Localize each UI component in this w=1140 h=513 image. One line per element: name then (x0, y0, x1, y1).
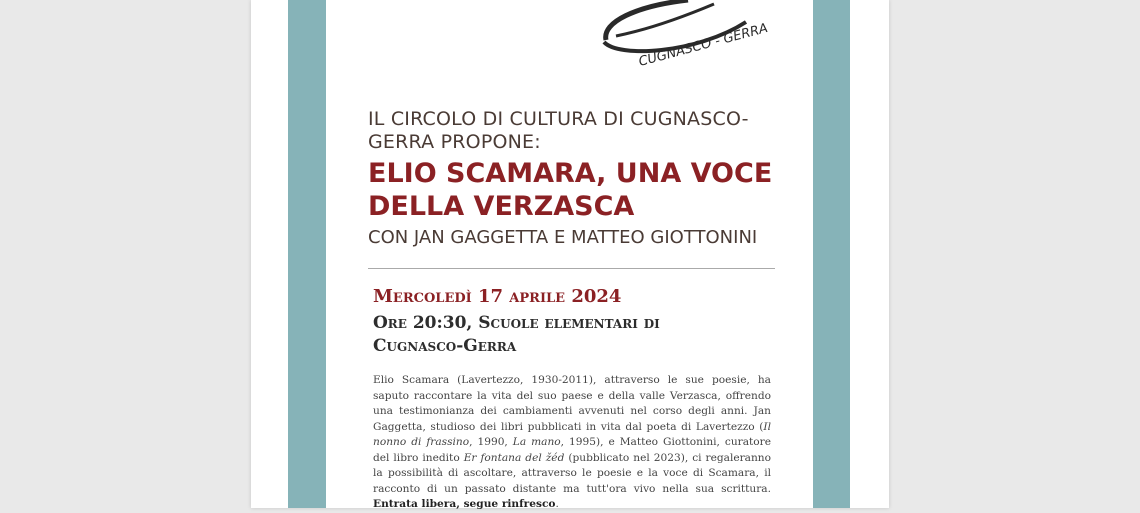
event-title: ELIO SCAMARA, UNA VOCE DELLA VERZASCA (368, 158, 773, 222)
circolo-logo (596, 0, 788, 72)
description-text: Elio Scamara (Lavertezzo, 1930-2011), attraverso le sue poesie, ha saputo raccontare la vita del suo paese e della valle Verzasca, offrendo una testimonianza dei cambiamenti avvenuti nel corso degli anni. Jan Gaggetta, studioso dei libri pubblicati in vita dal poeta di Lavertezzo ( (373, 374, 771, 433)
event-description (373, 373, 771, 513)
description-end: . (555, 498, 559, 510)
logo-text: CUGNASCO - GERRA (637, 20, 770, 70)
event-place: Ore 20:30, Scuole elementari di Cugnasco-Gerra (373, 313, 660, 356)
book-title: Il nonno di frassino (373, 420, 771, 448)
divider (368, 268, 775, 269)
description-text: , 1990, (469, 436, 513, 448)
book-title: Er fontana del žéd (463, 451, 565, 464)
event-date: Mercoledì 17 aprile 2024 (373, 286, 622, 307)
event-subtitle: CON JAN GAGGETTA E MATTEO GIOTTONINI (368, 227, 758, 248)
description-text: , 1995), e Matteo Giottonini, curatore del libro inedito (373, 436, 771, 464)
intro-text: IL CIRCOLO DI CULTURA DI CUGNASCO-GERRA PROPONE: (368, 108, 749, 153)
closing-note: Entrata libera, segue rinfresco (373, 498, 556, 510)
description-text: (pubblicato nel 2023), ci regaleranno la possibilità di ascoltare, attraverso le poesie e la voce di Scamara, il racconto di un passato distante ma tutt'ora vivo nella sua scrittura. (373, 451, 772, 495)
book-title: La mano (512, 436, 561, 448)
